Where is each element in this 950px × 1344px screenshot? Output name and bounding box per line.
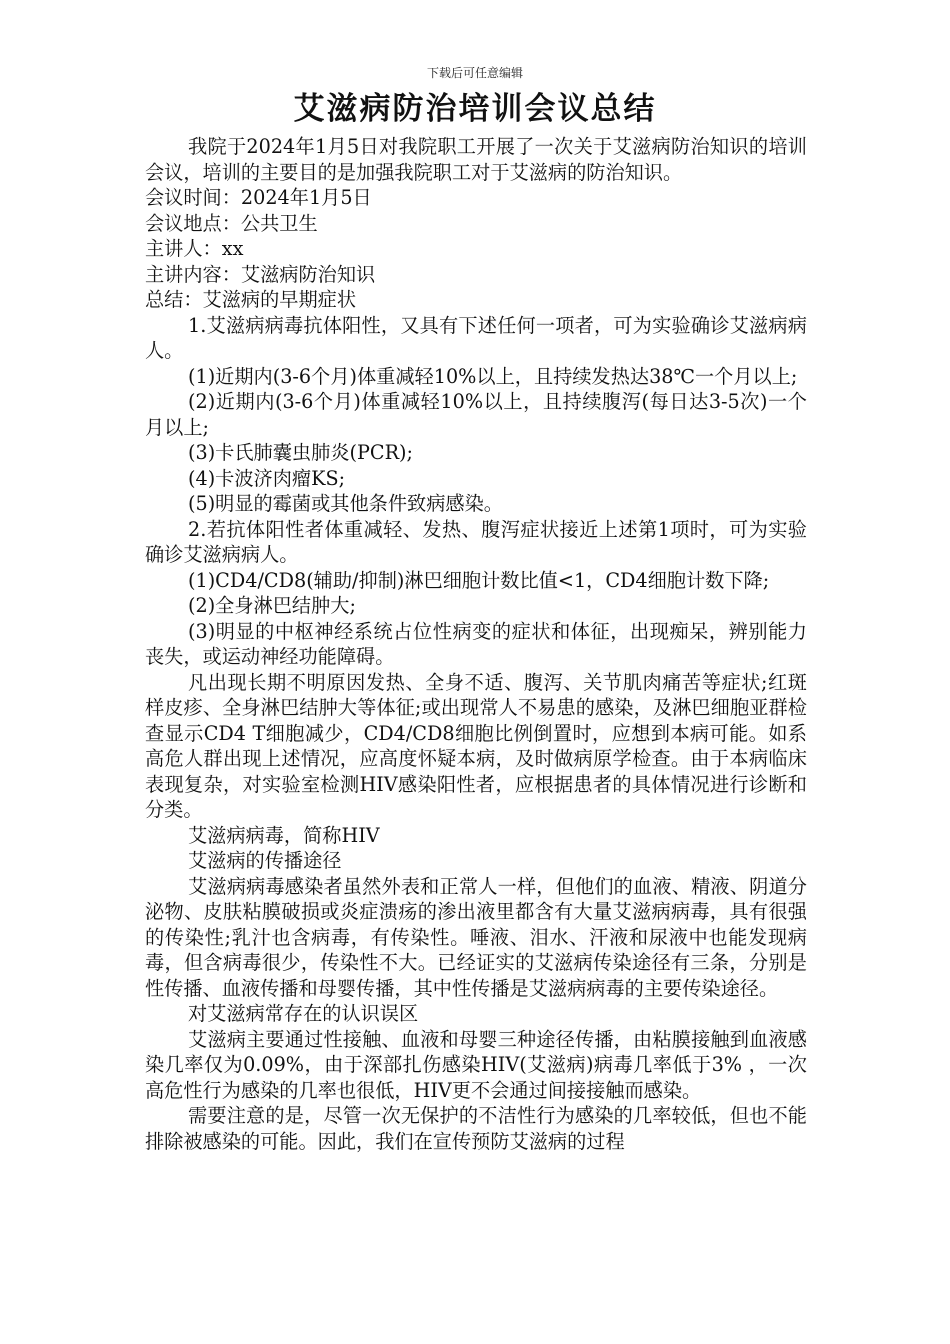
paragraph: 会议地点：公共卫生 — [145, 211, 318, 235]
paragraph: (2)全身淋巴结肿大; — [188, 594, 356, 617]
paragraph: 会议时间：2024年1月5日 — [145, 186, 372, 209]
paragraph: (4)卡波济肉瘤KS; — [188, 466, 346, 490]
paragraph: 1.艾滋病病毒抗体阳性，又具有下述任何一项者，可为实验确诊艾滋病病人。 — [145, 313, 807, 362]
paragraph: 主讲内容：艾滋病防治知识 — [145, 262, 376, 286]
paragraph: (2)近期内(3-6个月)体重减轻10%以上，且持续腹泻(每日达3-5次)一个月以上; — [145, 390, 807, 439]
paragraph: 主讲人：xx — [145, 237, 244, 260]
paragraph: (5)明显的霉菌或其他条件致病感染。 — [188, 492, 503, 515]
paragraph: 艾滋病病毒，简称HIV — [188, 823, 380, 847]
document-title: 艾滋病防治培训会议总结 — [293, 91, 657, 127]
paragraph: (1)CD4/CD8(辅助/抑制)淋巴细胞计数比值<1，CD4细胞计数下降; — [188, 568, 770, 592]
header-note: 下载后可任意编辑 — [426, 66, 523, 80]
paragraph: (3)卡氏肺囊虫肺炎(PCR); — [188, 441, 413, 464]
paragraph: 艾滋病病毒感染者虽然外表和正常人一样，但他们的血液、精液、阴道分泌物、皮肤粘膜破损或炎症溃疡的渗出液里都含有大量艾滋病病毒，具有很强的传染性;乳汁也含病毒，有传染性。唾液、泪水、汗液和尿液中也能发现病毒，但含病毒很少，传染性不大。已经证实的艾滋病传染途径有三条，分别是性传播、血液传播和母婴传播，其中性传播是艾滋病病毒的主要传染途径。 — [145, 874, 807, 1000]
paragraph: 2.若抗体阳性者体重减轻、发热、腹泻症状接近上述第1项时，可为实验确诊艾滋病病人。 — [145, 517, 807, 566]
paragraph: 总结：艾滋病的早期症状 — [145, 288, 357, 311]
paragraph: 凡出现长期不明原因发热、全身不适、腹泻、关节肌肉痛苦等症状;红斑样皮疹、全身淋巴结肿大等体征;或出现常人不易患的感染，及淋巴细胞亚群检查显示CD4 T细胞减少，CD4/CD8细胞比例倒置时，应想到本病可能。如系高危人群出现上述情况，应高度怀疑本病，及时做病原学检查。由于本病临床表现复杂，对实验室检测HIV感染阳性者，应根据患者的具体情况进行诊断和分类。 — [145, 670, 807, 821]
document-body — [145, 134, 807, 1154]
paragraph: 艾滋病主要通过性接触、血液和母婴三种途径传播，由粘膜接触到血液感染几率仅为0.09%，由于深部扎伤感染HIV(艾滋病)病毒几率低于3% ，一次高危性行为感染的几率也很低，HIV更不会通过间接接触而感染。 — [145, 1027, 807, 1102]
paragraph: 需要注意的是，尽管一次无保护的不洁性行为感染的几率较低，但也不能排除被感染的可能。因此，我们在宣传预防艾滋病的过程 — [145, 1104, 807, 1153]
paragraph: (1)近期内(3-6个月)体重减轻10%以上，且持续发热达38℃一个月以上; — [188, 364, 798, 388]
paragraph: 对艾滋病常存在的认识误区 — [188, 1002, 419, 1025]
paragraph: 艾滋病的传播途径 — [188, 849, 342, 872]
paragraph: 我院于2024年1月5日对我院职工开展了一次关于艾滋病防治知识的培训会议，培训的主要目的是加强我院职工对于艾滋病的防治知识。 — [145, 135, 807, 184]
paragraph: (3)明显的中枢神经系统占位性病变的症状和体征，出现痴呆，辨别能力丧失，或运动神经功能障碍。 — [145, 619, 807, 668]
